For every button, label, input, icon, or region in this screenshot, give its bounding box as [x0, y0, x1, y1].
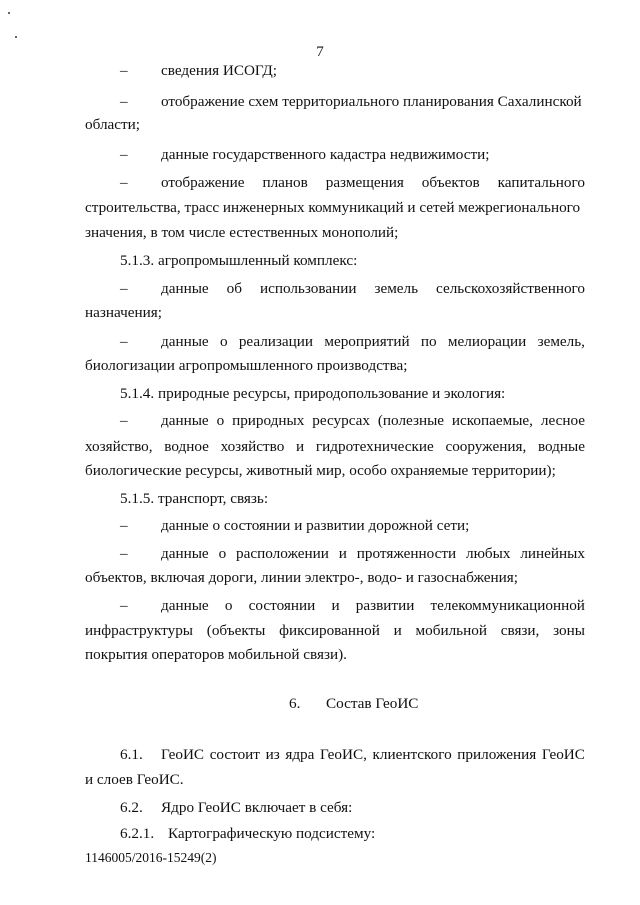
list-item-continuation: покрытия операторов мобильной связи).	[85, 646, 347, 663]
word: и	[296, 438, 305, 455]
word: ресурсах	[312, 412, 370, 429]
bullet-dash: –	[120, 412, 128, 429]
list-item	[161, 412, 585, 430]
list-item	[161, 280, 585, 298]
list-item-continuation: биологизации агропромышленного производства;	[85, 357, 408, 374]
list-item-continuation: значения, в том числе естественных монополий;	[85, 224, 399, 241]
bullet-dash: –	[120, 597, 128, 614]
word: лесное	[540, 412, 585, 429]
heading-number: 6.	[289, 695, 301, 712]
list-item-continuation: биологические ресурсы, животный мир, особо охраняемые территории);	[85, 462, 556, 479]
page-number: 7	[316, 44, 324, 60]
bullet-dash: –	[120, 174, 128, 191]
word: сооружения,	[445, 438, 527, 455]
clause-text	[161, 746, 585, 764]
word: приложения	[457, 746, 537, 763]
clause-text: Ядро ГеоИС включает в себя:	[161, 799, 353, 816]
word: земель,	[537, 333, 585, 350]
word: мобильной	[415, 622, 487, 639]
word: и	[393, 622, 402, 639]
word: любых	[465, 545, 511, 562]
section-5-1-5: 5.1.5. транспорт, связь:	[120, 490, 269, 507]
word: мероприятий	[324, 333, 410, 350]
word: хозяйство	[220, 438, 285, 455]
list-item	[161, 333, 585, 351]
list-item	[161, 545, 585, 563]
list-item: сведения ИСОГД;	[161, 62, 277, 79]
list-item-continuation: назначения;	[85, 304, 162, 321]
scan-speck	[8, 12, 10, 14]
word: ГеоИС	[161, 746, 205, 763]
list-item: данные государственного кадастра недвижимости;	[161, 146, 490, 163]
scan-speck	[15, 36, 17, 38]
bullet-dash: –	[120, 146, 128, 163]
word: данные	[161, 280, 209, 297]
clause-text: Картографическую подсистему:	[168, 825, 376, 842]
clause-number: 6.2.	[120, 799, 143, 816]
word: объектов	[421, 174, 480, 191]
word: линейных	[520, 545, 585, 562]
word: гидротехнические	[315, 438, 434, 455]
word: природных	[232, 412, 305, 429]
list-item-continuation	[85, 622, 585, 640]
clause-number: 6.2.1.	[120, 825, 155, 842]
word: размещения	[325, 174, 404, 191]
word: протяженности	[356, 545, 457, 562]
word: состоит	[209, 746, 260, 763]
word: об	[226, 280, 242, 297]
word: ГеоИС,	[320, 746, 367, 763]
word: расположении	[236, 545, 329, 562]
word: хозяйство,	[85, 438, 153, 455]
word: фиксированной	[279, 622, 380, 639]
list-item: данные о состоянии и развитии дорожной сети;	[161, 517, 470, 534]
word: планов	[262, 174, 308, 191]
word: и	[331, 597, 340, 614]
word: клиентского	[372, 746, 452, 763]
word: (полезные	[377, 412, 445, 429]
word: инфраструктуры	[85, 622, 193, 639]
word: состоянии	[248, 597, 316, 614]
section-5-1-3: 5.1.3. агропромышленный комплекс:	[120, 252, 358, 269]
word: зоны	[553, 622, 585, 639]
heading-title: Состав ГеоИС	[326, 695, 419, 712]
bullet-dash: –	[120, 517, 128, 534]
section-5-1-4: 5.1.4. природные ресурсы, природопользование и экология:	[120, 385, 506, 402]
word: использовании	[259, 280, 357, 297]
list-item	[161, 597, 585, 615]
word: из	[265, 746, 280, 763]
bullet-dash: –	[120, 93, 128, 110]
word: телекоммуникационной	[430, 597, 585, 614]
word: развитии	[355, 597, 415, 614]
word: данные	[161, 545, 209, 562]
word: данные	[161, 333, 209, 350]
word: по	[420, 333, 437, 350]
document-id-footer: 1146005/2016-15249(2)	[85, 850, 217, 865]
clause-number: 6.1.	[120, 746, 143, 763]
word: о	[224, 597, 233, 614]
bullet-dash: –	[120, 62, 128, 79]
word: реализации	[238, 333, 314, 350]
word: о	[218, 545, 227, 562]
bullet-dash: –	[120, 280, 128, 297]
bullet-dash: –	[120, 545, 128, 562]
word: ГеоИС	[541, 746, 585, 763]
word: мелиорации	[447, 333, 527, 350]
clause-continuation: и слоев ГеоИС.	[85, 771, 184, 788]
list-item-continuation: строительства, трасс инженерных коммуникаций и сетей межрегионального	[85, 199, 581, 216]
word: о	[216, 412, 225, 429]
word: данные	[161, 412, 209, 429]
word: ядра	[285, 746, 315, 763]
bullet-dash: –	[120, 333, 128, 350]
word: капитального	[497, 174, 585, 191]
list-item-continuation: объектов, включая дороги, линии электро-, водо- и газоснабжения;	[85, 569, 518, 586]
word: земель	[374, 280, 419, 297]
word: водные	[537, 438, 585, 455]
word: отображение	[161, 174, 245, 191]
word: водное	[164, 438, 209, 455]
word: ископаемые,	[451, 412, 533, 429]
list-item	[161, 174, 585, 192]
word: данные	[161, 597, 209, 614]
word: сельскохозяйственного	[436, 280, 585, 297]
word: о	[219, 333, 228, 350]
word: и	[338, 545, 347, 562]
list-item-continuation: области;	[85, 116, 140, 133]
word: связи,	[500, 622, 540, 639]
word: (объекты	[206, 622, 266, 639]
list-item-continuation	[85, 438, 585, 456]
list-item: отображение схем территориального планирования Сахалинской	[161, 93, 582, 110]
